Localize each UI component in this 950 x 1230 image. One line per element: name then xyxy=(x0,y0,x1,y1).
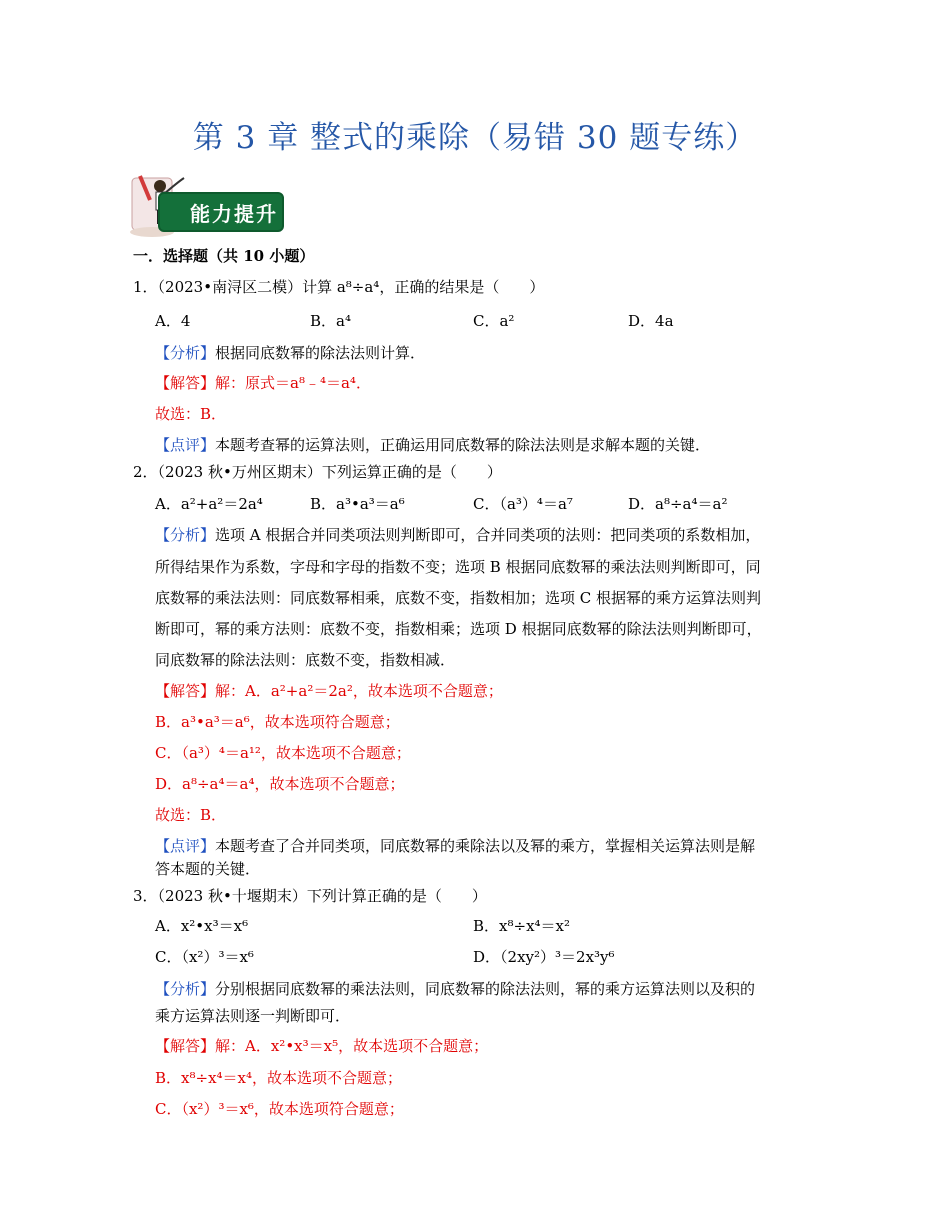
q2-analysis-tag: 【分析】 xyxy=(155,526,216,544)
ability-badge xyxy=(128,172,288,242)
q2-analysis-line-3: 底数幂的乘法法则：同底数幂相乘，底数不变，指数相加；选项 C 根据幂的乘方运算法则判 xyxy=(155,589,762,607)
q2-answer-line-3: C．（a³）⁴＝a¹²，故本选项不合题意； xyxy=(155,744,411,762)
q2-answer-line-4: D．a⁸÷a⁴＝a⁴，故本选项不合题意； xyxy=(155,775,405,793)
q3-option-d: D．（2xy²）³＝2x³y⁶ xyxy=(473,948,615,966)
q1-answer-tag: 【解答】 xyxy=(155,374,216,392)
q2-comment-tag: 【点评】 xyxy=(155,837,216,855)
q1-comment-tag: 【点评】 xyxy=(155,436,216,454)
chapter-title: 第 3 章 整式的乘除（易错 30 题专练） xyxy=(192,120,758,156)
q3-analysis-line-2: 乘方运算法则逐一判断即可． xyxy=(155,1007,351,1025)
badge-label: 能力提升 xyxy=(158,192,284,232)
q2-analysis-line-1 xyxy=(155,524,760,546)
q2-analysis-line-2: 所得结果作为系数，字母和字母的指数不变；选项 B 根据同底数幂的乘法法则判断即可，同 xyxy=(155,558,761,576)
q2-comment-line-2: 答本题的关键． xyxy=(155,860,261,878)
q2-choice: 故选：B． xyxy=(155,806,227,824)
q1-choice: 故选：B． xyxy=(155,405,227,423)
q2-stem: 2．（2023 秋•万州区期末）下列运算正确的是（ ） xyxy=(133,463,502,481)
q1-option-b: B．a⁴ xyxy=(310,312,351,330)
q1-option-d: D．4a xyxy=(628,312,674,330)
q2-answer-text-1: 解：A．a²+a²＝2a²，故本选项不合题意； xyxy=(215,682,503,700)
q3-option-a: A．x²•x³＝x⁶ xyxy=(155,917,249,935)
section-heading: 一．选择题（共 10 小题） xyxy=(133,247,315,265)
q2-answer-line-2: B．a³•a³＝a⁶，故本选项符合题意； xyxy=(155,713,400,731)
q2-option-a: A．a²+a²＝2a⁴ xyxy=(155,495,263,513)
q1-analysis xyxy=(155,342,425,364)
q2-analysis-text-1: 选项 A 根据合并同类项法则判断即可，合并同类项的法则：把同类项的系数相加， xyxy=(215,526,761,544)
q2-analysis-line-5: 同底数幂的除法法则：底数不变，指数相减． xyxy=(155,651,456,669)
q1-stem: 1．（2023•南浔区二模）计算 a⁸÷a⁴，正确的结果是（ ） xyxy=(133,278,545,296)
q2-option-d: D．a⁸÷a⁴＝a² xyxy=(628,495,728,513)
q1-comment xyxy=(155,434,710,456)
q3-analysis-line-1 xyxy=(155,978,755,1000)
q3-analysis-tag: 【分析】 xyxy=(155,980,216,998)
q3-analysis-text-1: 分别根据同底数幂的乘法法则，同底数幂的除法法则，幂的乘方运算法则以及积的 xyxy=(215,980,756,998)
q2-answer-tag: 【解答】 xyxy=(155,682,216,700)
q3-answer-line-1 xyxy=(155,1035,488,1057)
q2-comment-text-1: 本题考查了合并同类项，同底数幂的乘除法以及幂的乘方，掌握相关运算法则是解 xyxy=(215,837,756,855)
q3-answer-text-1: 解：A．x²•x³＝x⁵，故本选项不合题意； xyxy=(215,1037,489,1055)
q2-option-b: B．a³•a³＝a⁶ xyxy=(310,495,405,513)
q2-answer-line-1 xyxy=(155,680,503,702)
q2-analysis-line-4: 断即可，幂的乘方法则：底数不变，指数相乘；选项 D 根据同底数幂的除法法则判断即可， xyxy=(155,620,762,638)
q1-answer xyxy=(155,372,371,394)
q1-analysis-text: 根据同底数幂的除法法则计算． xyxy=(215,344,426,362)
q2-option-c: C．（a³）⁴＝a⁷ xyxy=(473,495,573,513)
q3-answer-line-2: B．x⁸÷x⁴＝x⁴，故本选项不合题意； xyxy=(155,1069,403,1087)
q3-answer-tag: 【解答】 xyxy=(155,1037,216,1055)
q1-option-c: C．a² xyxy=(473,312,515,330)
q1-analysis-tag: 【分析】 xyxy=(155,344,216,362)
q3-stem: 3．（2023 秋•十堰期末）下列计算正确的是（ ） xyxy=(133,887,487,905)
q1-answer-text: 解：原式＝a⁸﹣⁴＝a⁴． xyxy=(215,374,371,392)
q1-option-a: A．4 xyxy=(155,312,191,330)
q1-comment-text: 本题考查幂的运算法则，正确运用同底数幂的除法法则是求解本题的关键． xyxy=(215,436,711,454)
q3-answer-line-3: C．（x²）³＝x⁶，故本选项符合题意； xyxy=(155,1100,404,1118)
q3-option-b: B．x⁸÷x⁴＝x² xyxy=(473,917,571,935)
q3-option-c: C．（x²）³＝x⁶ xyxy=(155,948,254,966)
q2-comment-line-1 xyxy=(155,835,755,857)
